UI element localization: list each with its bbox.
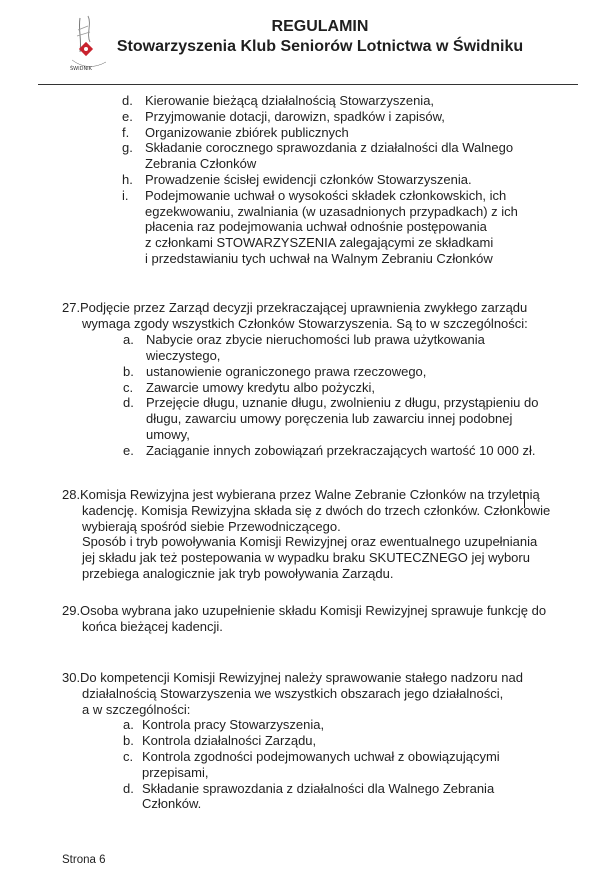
svg-text:ŚWIDNIK: ŚWIDNIK <box>70 66 92 72</box>
list-marker: a. <box>123 332 134 348</box>
list-item-text: Przejęcie długu, uznanie długu, zwolnieniu z długu, przystąpieniu do <box>146 395 539 411</box>
list-item-text: Zaciąganie innych zobowiązań przekraczających wartość 10 000 zł. <box>146 442 536 458</box>
list-marker: f. <box>122 124 130 140</box>
list-item-text: Składanie corocznego sprawozdania z działalności dla Walnego <box>145 140 514 156</box>
document-subtitle: Stowarzyszenia Klub Seniorów Lotnictwa w Świdniku <box>116 38 524 55</box>
list-marker: h. <box>122 172 133 187</box>
list-marker: e. <box>123 442 134 458</box>
list-item-text: Kierowanie bieżącą działalnością Stowarzyszenia, <box>145 93 435 108</box>
list-marker: g. <box>122 140 133 156</box>
list-marker: d. <box>123 780 134 796</box>
section-number: 28. <box>62 487 81 502</box>
list-item-text: płacenia raz podejmowania uchwał odnośnie postępowania <box>145 219 487 235</box>
list-item-text: przepisami, <box>142 764 209 780</box>
section-number: 27. <box>62 300 81 315</box>
list-item-text: Prowadzenie ścisłej ewidencji członków Stowarzyszenia. <box>145 172 472 187</box>
list-item-text: Przyjmowanie dotacji, darowizn, spadków i zapisów, <box>145 108 445 124</box>
list-item-text: Kontrola pracy Stowarzyszenia, <box>142 717 325 733</box>
list-item-text: długu, zawarciu umowy poręczenia lub zawarciu innej podobnej <box>146 411 513 427</box>
list-item-text: Kontrola działalności Zarządu, <box>142 733 317 749</box>
paragraph-line: Osoba wybrana jako uzupełnienie składu Komisji Rewizyjnej sprawuje funkcję do <box>80 603 547 618</box>
paragraph-line: a w szczególności: <box>82 701 191 717</box>
list-item-text: umowy, <box>146 426 190 442</box>
paragraph-line: Podjęcie przez Zarząd decyzji przekraczającej uprawnienia zwykłego zarządu <box>80 300 528 315</box>
paragraph-line: Komisja Rewizyjna jest wybierana przez Walne Zebranie Członków na trzyletnią <box>80 487 540 502</box>
section-number: 29. <box>62 603 81 618</box>
list-item-text: Składanie sprawozdania z działalności dla Walnego Zebrania <box>142 780 495 796</box>
page-number: Strona 6 <box>62 854 106 866</box>
list-item-text: Nabycie oraz zbycie nieruchomości lub prawa użytkowania <box>146 332 485 348</box>
list-marker: i. <box>122 187 129 203</box>
paragraph-line: jej składu jak też postepowania w wypadku braku SKUTECZNEGO jej wyboru <box>82 550 530 566</box>
header-divider <box>38 84 578 85</box>
paragraph-line: kadencję. Komisja Rewizyjna składa się z dwóch do trzech członków. Członkowie <box>82 502 551 518</box>
paragraph-line: wymaga zgody wszystkich Członków Stowarzyszenia. Są to w szczególności: <box>82 315 528 331</box>
paragraph-line: Sposób i tryb powoływania Komisji Rewizyjnej oraz ewentualnego uzupełniania <box>82 534 538 550</box>
list-marker: c. <box>123 749 134 764</box>
list-marker: d. <box>123 395 134 411</box>
list-item-text: Zebrania Członków <box>145 156 257 172</box>
list-marker: b. <box>123 733 134 749</box>
list-marker: e. <box>122 108 133 124</box>
paragraph-line: działalnością Stowarzyszenia we wszystkich obszarach jego działalności, <box>82 685 504 701</box>
list-item-text: egzekwowaniu, zwalniania (w uzasadnionych przypadkach) z ich <box>145 203 518 219</box>
list-item-text: Organizowanie zbiórek publicznych <box>145 124 349 140</box>
list-item-text: Podejmowanie uchwał o wysokości składek członkowskich, ich <box>145 187 507 203</box>
paragraph-line: przebiega analogicznie jak tryb powoływania Zarządu. <box>82 566 394 581</box>
list-item-text: Kontrola zgodności podejmowanych uchwał z obowiązującymi <box>142 749 500 764</box>
paragraph-line: Do kompetencji Komisji Rewizyjnej należy sprawowanie stałego nadzoru nad <box>80 670 523 685</box>
paragraph-line: wybierają spośród siebie Przewodniczącego. <box>82 518 341 534</box>
paragraph-line: końca bieżącej kadencji. <box>82 618 223 634</box>
section-number: 30. <box>62 670 81 685</box>
list-item-text: Członków. <box>142 796 202 812</box>
document-title: REGULAMIN <box>271 18 369 35</box>
list-marker: c. <box>123 379 134 395</box>
list-item-text: i przedstawianiu tych uchwał na Walnym Zebraniu Członków <box>145 251 493 266</box>
list-item-text: z członkami STOWARZYSZENIA zalegającymi ze składkami <box>145 235 494 251</box>
list-item-text: ustanowienie ograniczonego prawa rzeczowego, <box>146 363 427 379</box>
list-item-text: wieczystego, <box>146 347 221 363</box>
list-item-text: Zawarcie umowy kredytu albo pożyczki, <box>146 379 376 395</box>
list-marker: a. <box>123 717 134 733</box>
list-marker: b. <box>123 363 134 379</box>
page-header <box>0 8 614 80</box>
list-marker: d. <box>122 93 133 108</box>
